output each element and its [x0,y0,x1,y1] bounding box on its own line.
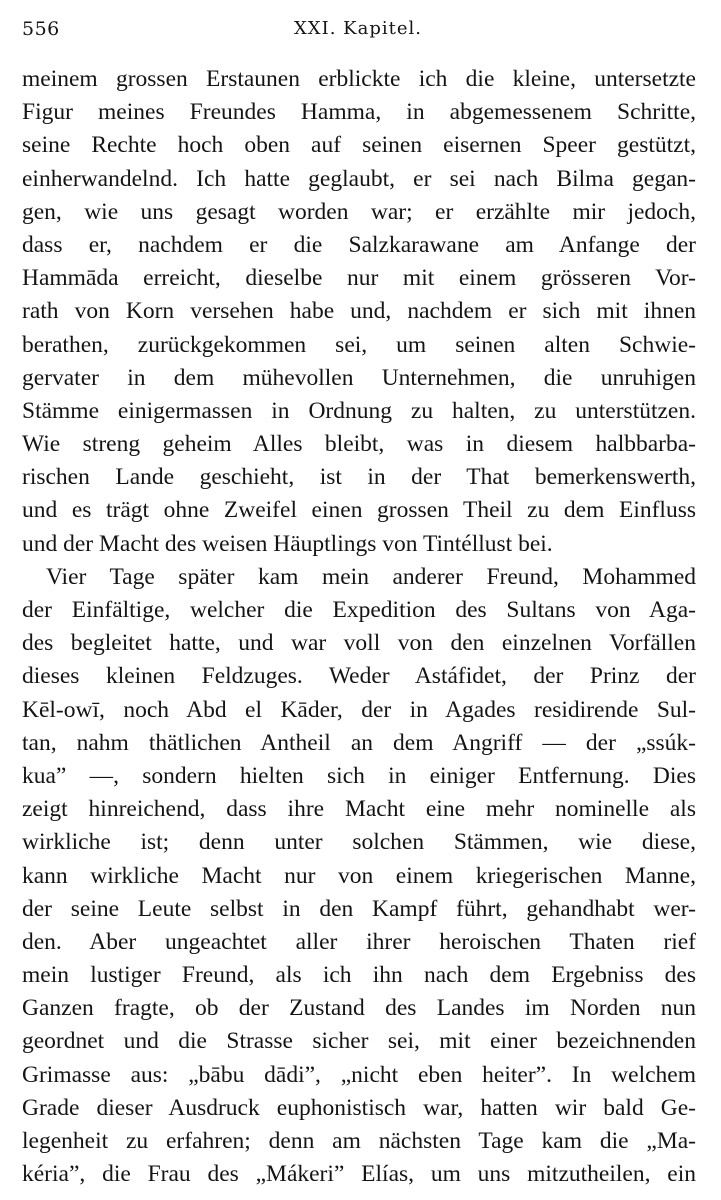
text-line: der seine Leute selbst in den Kampf führt, gehandhabt wer- [22,895,696,922]
text-line: Stämme einigermassen in Ordnung zu halten, zu unterstützen. [22,397,696,424]
text-line: des begleitet hatte, und war voll von den einzelnen Vorfällen [22,630,696,657]
text-line: kann wirkliche Macht nur von einem kriegerischen Manne, [22,862,696,889]
text-line: legenheit zu erfahren; denn am nächsten Tage kam die „Ma- [22,1128,696,1154]
text-line: Grade dieser Ausdruck euphonistisch war, hatten wir bald Ge- [22,1094,696,1121]
text-line: rath von Korn versehen habe und, nachdem er sich mit ihnen [22,298,696,325]
text-line: Figur meines Freundes Hamma, in abgemessenem Schritte, [22,99,696,126]
paragraph-end-line: und der Macht des weisen Häuptlings von Tintéllust bei. [22,530,553,557]
text-line: der Einfältige, welcher die Expedition des Sultans von Aga- [22,597,696,623]
text-line: gen, wie uns gesagt worden war; er erzählte mir jedoch, [22,198,696,225]
text-line: wirkliche ist; denn unter solchen Stämmen, wie diese, [22,829,696,856]
text-line: zeigt hinreichend, dass ihre Macht eine mehr nominelle als [22,796,696,823]
text-line: geordnet und die Strasse sicher sei, mit einer bezeichnenden [22,1028,696,1055]
text-line: tan, nahm thätlichen Antheil an dem Angriff — der „ssúk- [22,729,696,756]
text-line: Hammāda erreicht, dieselbe nur mit einem grösseren Vor- [22,265,696,292]
text-line: Ganzen fragte, ob der Zustand des Landes im Norden nun [22,995,696,1022]
running-header [22,18,694,48]
text-line: den. Aber ungeachtet aller ihrer heroischen Thaten rief [22,928,696,955]
chapter-heading: XXI. Kapitel. [293,18,422,39]
text-line: berathen, zurückgekommen sei, um seinen alten Schwie- [22,331,696,358]
text-line: Grimasse aus: „bābu dādi”, „nicht eben heiter”. In welchem [22,1061,696,1088]
text-line: Wie streng geheim Alles bleibt, was in diesem halbbarba- [22,431,696,458]
text-line: einherwandelnd. Ich hatte geglaubt, er sei nach Bilma gegan- [22,165,696,192]
text-line: mein lustiger Freund, als ich ihn nach dem Ergebniss des [22,962,696,989]
text-line: dass er, nachdem er die Salzkarawane am Anfange der [22,231,696,258]
page-number: 556 [22,18,60,40]
text-line: kua” —, sondern hielten sich in einiger Entfernung. Dies [22,762,696,789]
text-line: Kēl-owī, noch Abd el Kāder, der in Agades residirende Sul- [22,696,696,723]
text-line: kéria”, die Frau des „Mákeri” Elías, um uns mitzutheilen, ein [22,1161,696,1188]
paragraph-first-line: Vier Tage später kam mein anderer Freund, Mohammed [46,563,696,590]
body-text [22,63,696,1191]
text-line: dieses kleinen Feldzuges. Weder Astáfidet, der Prinz der [22,663,696,690]
text-line: seine Rechte hoch oben auf seinen eisernen Speer gestützt, [22,132,696,159]
text-line: gervater in dem mühevollen Unternehmen, die unruhigen [22,364,696,391]
text-line: und es trägt ohne Zweifel einen grossen Theil zu dem Einfluss [22,497,696,524]
text-line: meinem grossen Erstaunen erblickte ich die kleine, untersetzte [22,66,696,92]
text-line: rischen Lande geschieht, ist in der That bemerkenswerth, [22,464,696,491]
